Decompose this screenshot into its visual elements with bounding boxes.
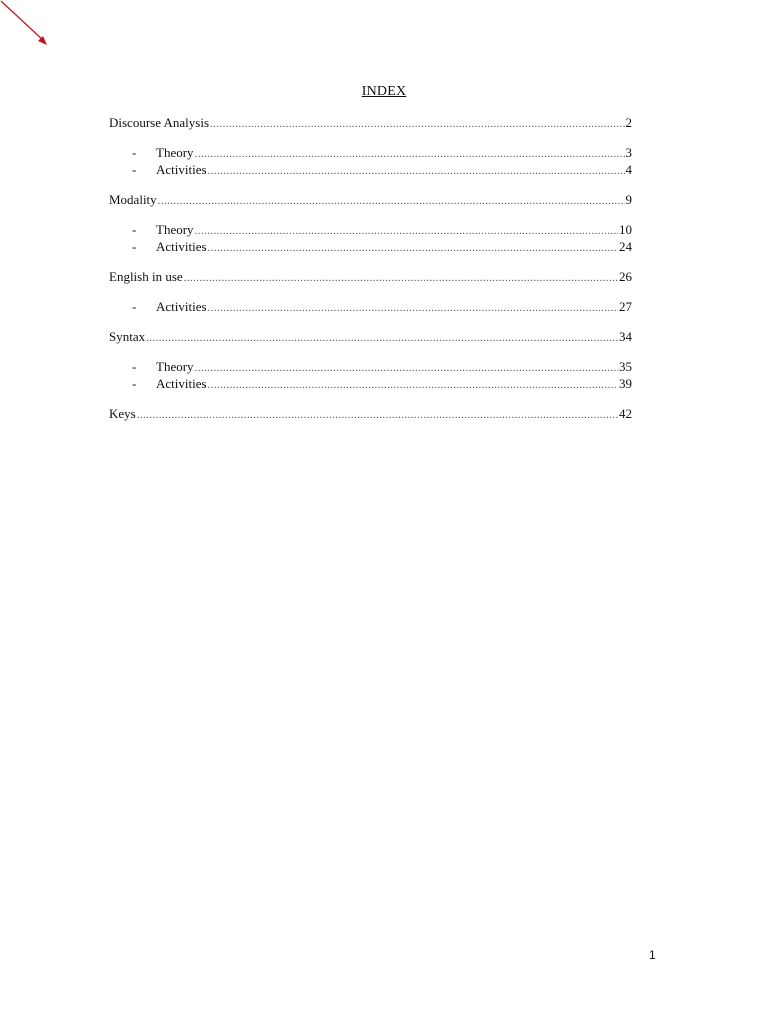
toc-page-number: 35 [619,359,632,374]
toc-page-number: 9 [625,192,632,207]
toc-page-number: 26 [619,269,632,284]
toc-entry-modality-activities[interactable] [109,238,632,255]
toc-dot-leader [146,330,618,347]
toc-page-number: 10 [619,222,632,237]
toc-entry-label: Syntax [109,329,146,344]
toc-bullet-dash: - [132,222,137,237]
toc-dot-leader [208,377,618,394]
toc-entry-label: Theory [156,222,194,237]
toc-dot-leader [158,193,625,210]
toc-entry-label: Theory [156,359,194,374]
toc-bullet-dash: - [132,162,137,177]
toc-page-number: 2 [625,115,632,130]
toc-entry-syntax-activities[interactable] [109,375,632,392]
toc-entry-english-in-use[interactable] [109,268,632,285]
toc-page-number: 4 [625,162,632,177]
toc-entry-discourse-analysis[interactable] [109,114,632,131]
toc-entry-label: Keys [109,406,136,421]
toc-page-number: 42 [619,406,632,421]
toc-entry-label: Activities [156,376,207,391]
toc-dot-leader [195,223,618,240]
index-heading: INDEX [361,84,407,99]
toc-dot-leader [195,146,625,163]
toc-page-number: 34 [619,329,632,344]
toc-entry-label: Activities [156,299,207,314]
toc-entry-keys[interactable] [109,405,632,422]
toc-entry-syntax-theory[interactable] [109,358,632,375]
table-of-contents [109,114,632,422]
arrow-icon [0,0,60,60]
toc-entry-modality-theory[interactable] [109,221,632,238]
toc-page-number: 3 [625,145,632,160]
toc-dot-leader [210,116,624,133]
toc-entry-label: English in use [109,269,183,284]
toc-bullet-dash: - [132,359,137,374]
toc-entry-modality[interactable] [109,191,632,208]
toc-entry-discourse-activities[interactable] [109,161,632,178]
toc-entry-syntax[interactable] [109,328,632,345]
toc-page-number: 27 [619,299,632,314]
toc-bullet-dash: - [132,299,137,314]
toc-bullet-dash: - [132,145,137,160]
toc-entry-label: Activities [156,239,207,254]
toc-dot-leader [184,270,618,287]
toc-entry-discourse-theory[interactable] [109,144,632,161]
toc-bullet-dash: - [132,239,137,254]
toc-entry-label: Modality [109,192,157,207]
toc-entry-label: Activities [156,162,207,177]
toc-dot-leader [195,360,618,377]
toc-dot-leader [137,407,618,424]
toc-entry-label: Theory [156,145,194,160]
toc-bullet-dash: - [132,376,137,391]
toc-entry-label: Discourse Analysis [109,115,210,130]
toc-page-number: 39 [619,376,632,391]
toc-page-number: 24 [619,239,632,254]
toc-dot-leader [208,163,625,180]
toc-dot-leader [208,240,618,257]
toc-dot-leader [208,300,618,317]
toc-entry-english-activities[interactable] [109,298,632,315]
page-number: 1 [649,948,656,962]
